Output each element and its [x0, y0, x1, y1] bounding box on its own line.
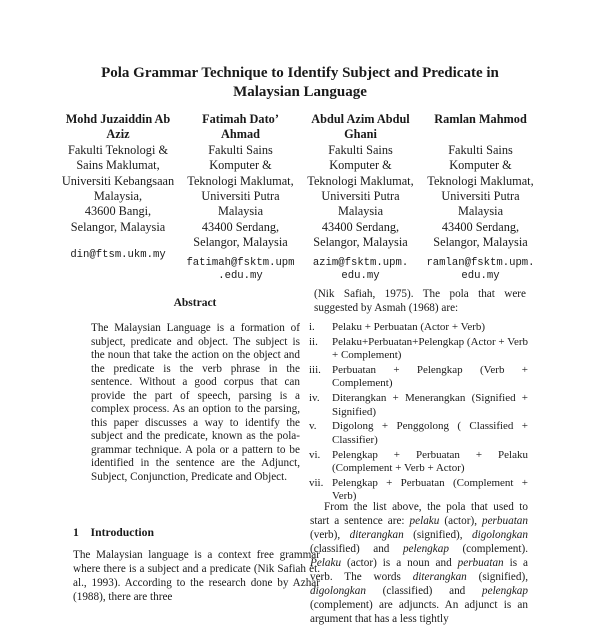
list-item [309, 420, 528, 447]
author-affiliation: Universiti Kebangsaan [61, 173, 175, 188]
author-email: din@ftsm.ukm.my [70, 249, 166, 262]
author-affiliation: 43400 Serdang, [441, 219, 520, 234]
list-item-number: iii. [309, 364, 321, 377]
author-affiliation: Selangor, Malaysia [70, 219, 166, 234]
author-affiliation: Teknologi Maklumat, [307, 173, 414, 188]
author-email: azim@fsktm.upm. [312, 256, 409, 269]
text-run: (verb), [310, 529, 350, 541]
italic-term: pelaku [409, 515, 440, 527]
section-number: 1 [73, 526, 79, 539]
paper-title-line-1: Pola Grammar Technique to Identify Subject and Predicate in [101, 65, 499, 81]
author-affiliation: Fakulti Sains [448, 142, 513, 157]
text-run: (actor) is a noun and [341, 557, 458, 569]
list-item-number: vii. [309, 476, 324, 489]
list-item-text: Pelengkap + Perbuatan + Pelaku (Complement + Verb + Actor) [332, 448, 528, 474]
text-run: (classified) and [310, 543, 403, 555]
pola-list [309, 321, 528, 505]
author-affiliation: Selangor, Malaysia [193, 235, 288, 250]
author-block-3 [303, 112, 418, 284]
text-run: (signified), [403, 529, 473, 541]
list-item-text: Pelaku+Perbuatan+Pelengkap (Actor + Verb + Complement) [332, 335, 528, 362]
author-name: Aziz [106, 127, 130, 142]
text-run: From the list above, the pola that used to start a sentence are: [310, 501, 528, 527]
text-run: (signified), [466, 571, 528, 583]
author-block-4 [423, 112, 538, 284]
right-column-paragraph [310, 500, 528, 626]
author-email: edu.my [461, 270, 500, 283]
author-name: Ramlan Mahmod [434, 112, 527, 126]
text-run: (complement) are adjuncts. An adjunct is an argument that has a less tightly [310, 599, 528, 625]
list-item-text: Pelengkap + Perbuatan (Complement + Verb) [332, 476, 528, 503]
list-item-number: v. [309, 420, 317, 433]
text-run: is a verb. The words [310, 557, 529, 583]
author-email: fatimah@fsktm.upm [186, 256, 295, 269]
author-affiliation: Universiti Putra [201, 189, 280, 204]
list-item-number: ii. [309, 335, 318, 348]
author-email: ramlan@fsktm.upm. [426, 256, 535, 269]
abstract-heading: Abstract [173, 297, 217, 309]
author-name: Mohd Juzaiddin Ab [65, 112, 171, 126]
author-affiliation: Malaysia [337, 204, 384, 219]
paper-title-line-2: Malaysian Language [233, 84, 367, 100]
author-affiliation: Malaysia [217, 204, 264, 219]
author-affiliation: Komputer & [329, 158, 392, 173]
author-email: edu.my [341, 270, 380, 283]
author-email: .edu.my [218, 270, 263, 283]
text-run: (actor), [439, 515, 482, 527]
list-item [309, 321, 528, 334]
introduction-text: The Malaysian language is a context free grammar where there is a subject and a predicate (Nik Safiah et. al., 1993). According to the research done by Azhar (1988), there are three [73, 549, 320, 604]
author-affiliation: Fakulti Sains [328, 142, 393, 157]
list-item [309, 449, 528, 476]
list-item [309, 364, 528, 391]
list-item-text: Pelaku + Perbuatan (Actor + Verb) [332, 321, 486, 333]
italic-term: pelengkap [482, 585, 528, 597]
author-name: Ghani [344, 127, 377, 142]
right-column-opening-text: (Nik Safiah, 1975). The pola that were suggested by Asmah (1968) are: [314, 288, 526, 314]
author-block-1 [58, 112, 178, 263]
italic-term: diterangkan [412, 571, 467, 583]
author-affiliation: Sains Maklumat, [76, 158, 160, 173]
author-name: Ahmad [221, 127, 260, 142]
italic-term: perbuatan [457, 557, 504, 569]
text-run: (classified) and [365, 585, 483, 597]
author-affiliation: Komputer & [449, 158, 512, 173]
author-affiliation: Fakulti Teknologi & [67, 142, 169, 157]
author-affiliation: 43400 Serdang, [321, 219, 400, 234]
italic-term: digolongkan [310, 585, 366, 597]
list-item-number: vi. [309, 448, 321, 461]
italic-term: diterangkan [349, 529, 404, 541]
author-affiliation: Teknologi Maklumat, [427, 173, 534, 188]
author-affiliation: Universiti Putra [441, 189, 520, 204]
italic-term: perbuatan [482, 515, 528, 527]
author-affiliation: 43400 Serdang, [201, 219, 280, 234]
author-affiliation: Teknologi Maklumat, [187, 173, 294, 188]
author-affiliation: Malaysia [457, 204, 504, 219]
abstract-text: The Malaysian Language is a formation of subject, predicate and object. The subject is the noun that take the action on the object and the predicate is the verb phrase in the sentence. Without a good corpus that can provide the part of speech, parsing is a complex process. As an option to the parsing, this paper discusses a way to identify the subject and the predicate, known as the pola-grammar technique. A pola or a pattern to be identified in the sentence are the Adjunct, Subject, Conjunction, Predicate and Object. [91, 322, 300, 484]
section-title: Introduction [90, 526, 154, 539]
list-item-number: i. [309, 321, 315, 333]
list-item-text: Diterangkan + Menerangkan (Signified + Signified) [332, 392, 528, 418]
author-name: Fatimah Dato’ [202, 112, 279, 126]
italic-term: Pelaku [310, 557, 342, 569]
author-affiliation: Komputer & [209, 158, 272, 173]
author-affiliation: Fakulti Sains [208, 142, 273, 157]
list-item-number: iv. [309, 392, 320, 405]
list-item [309, 336, 528, 363]
paper-title [40, 64, 560, 102]
author-block-2 [183, 112, 298, 284]
italic-term: digolongkan [472, 529, 528, 541]
author-affiliation: Malaysia, [93, 189, 143, 204]
author-name: Abdul Azim Abdul [311, 112, 410, 126]
author-affiliation: Universiti Putra [321, 189, 400, 204]
section-heading-introduction [73, 526, 154, 539]
italic-term: pelengkap [402, 543, 449, 555]
author-affiliation: 43600 Bangi, [84, 204, 152, 219]
author-affiliation: Selangor, Malaysia [433, 235, 528, 250]
author-affiliation: Selangor, Malaysia [313, 235, 408, 250]
list-item [309, 392, 528, 419]
list-item-text: Perbuatan + Pelengkap (Verb + Complement) [332, 364, 528, 390]
list-item-text: Digolong + Penggolong ( Classified + Classifier) [332, 420, 528, 446]
text-run: (complement). [448, 543, 529, 555]
